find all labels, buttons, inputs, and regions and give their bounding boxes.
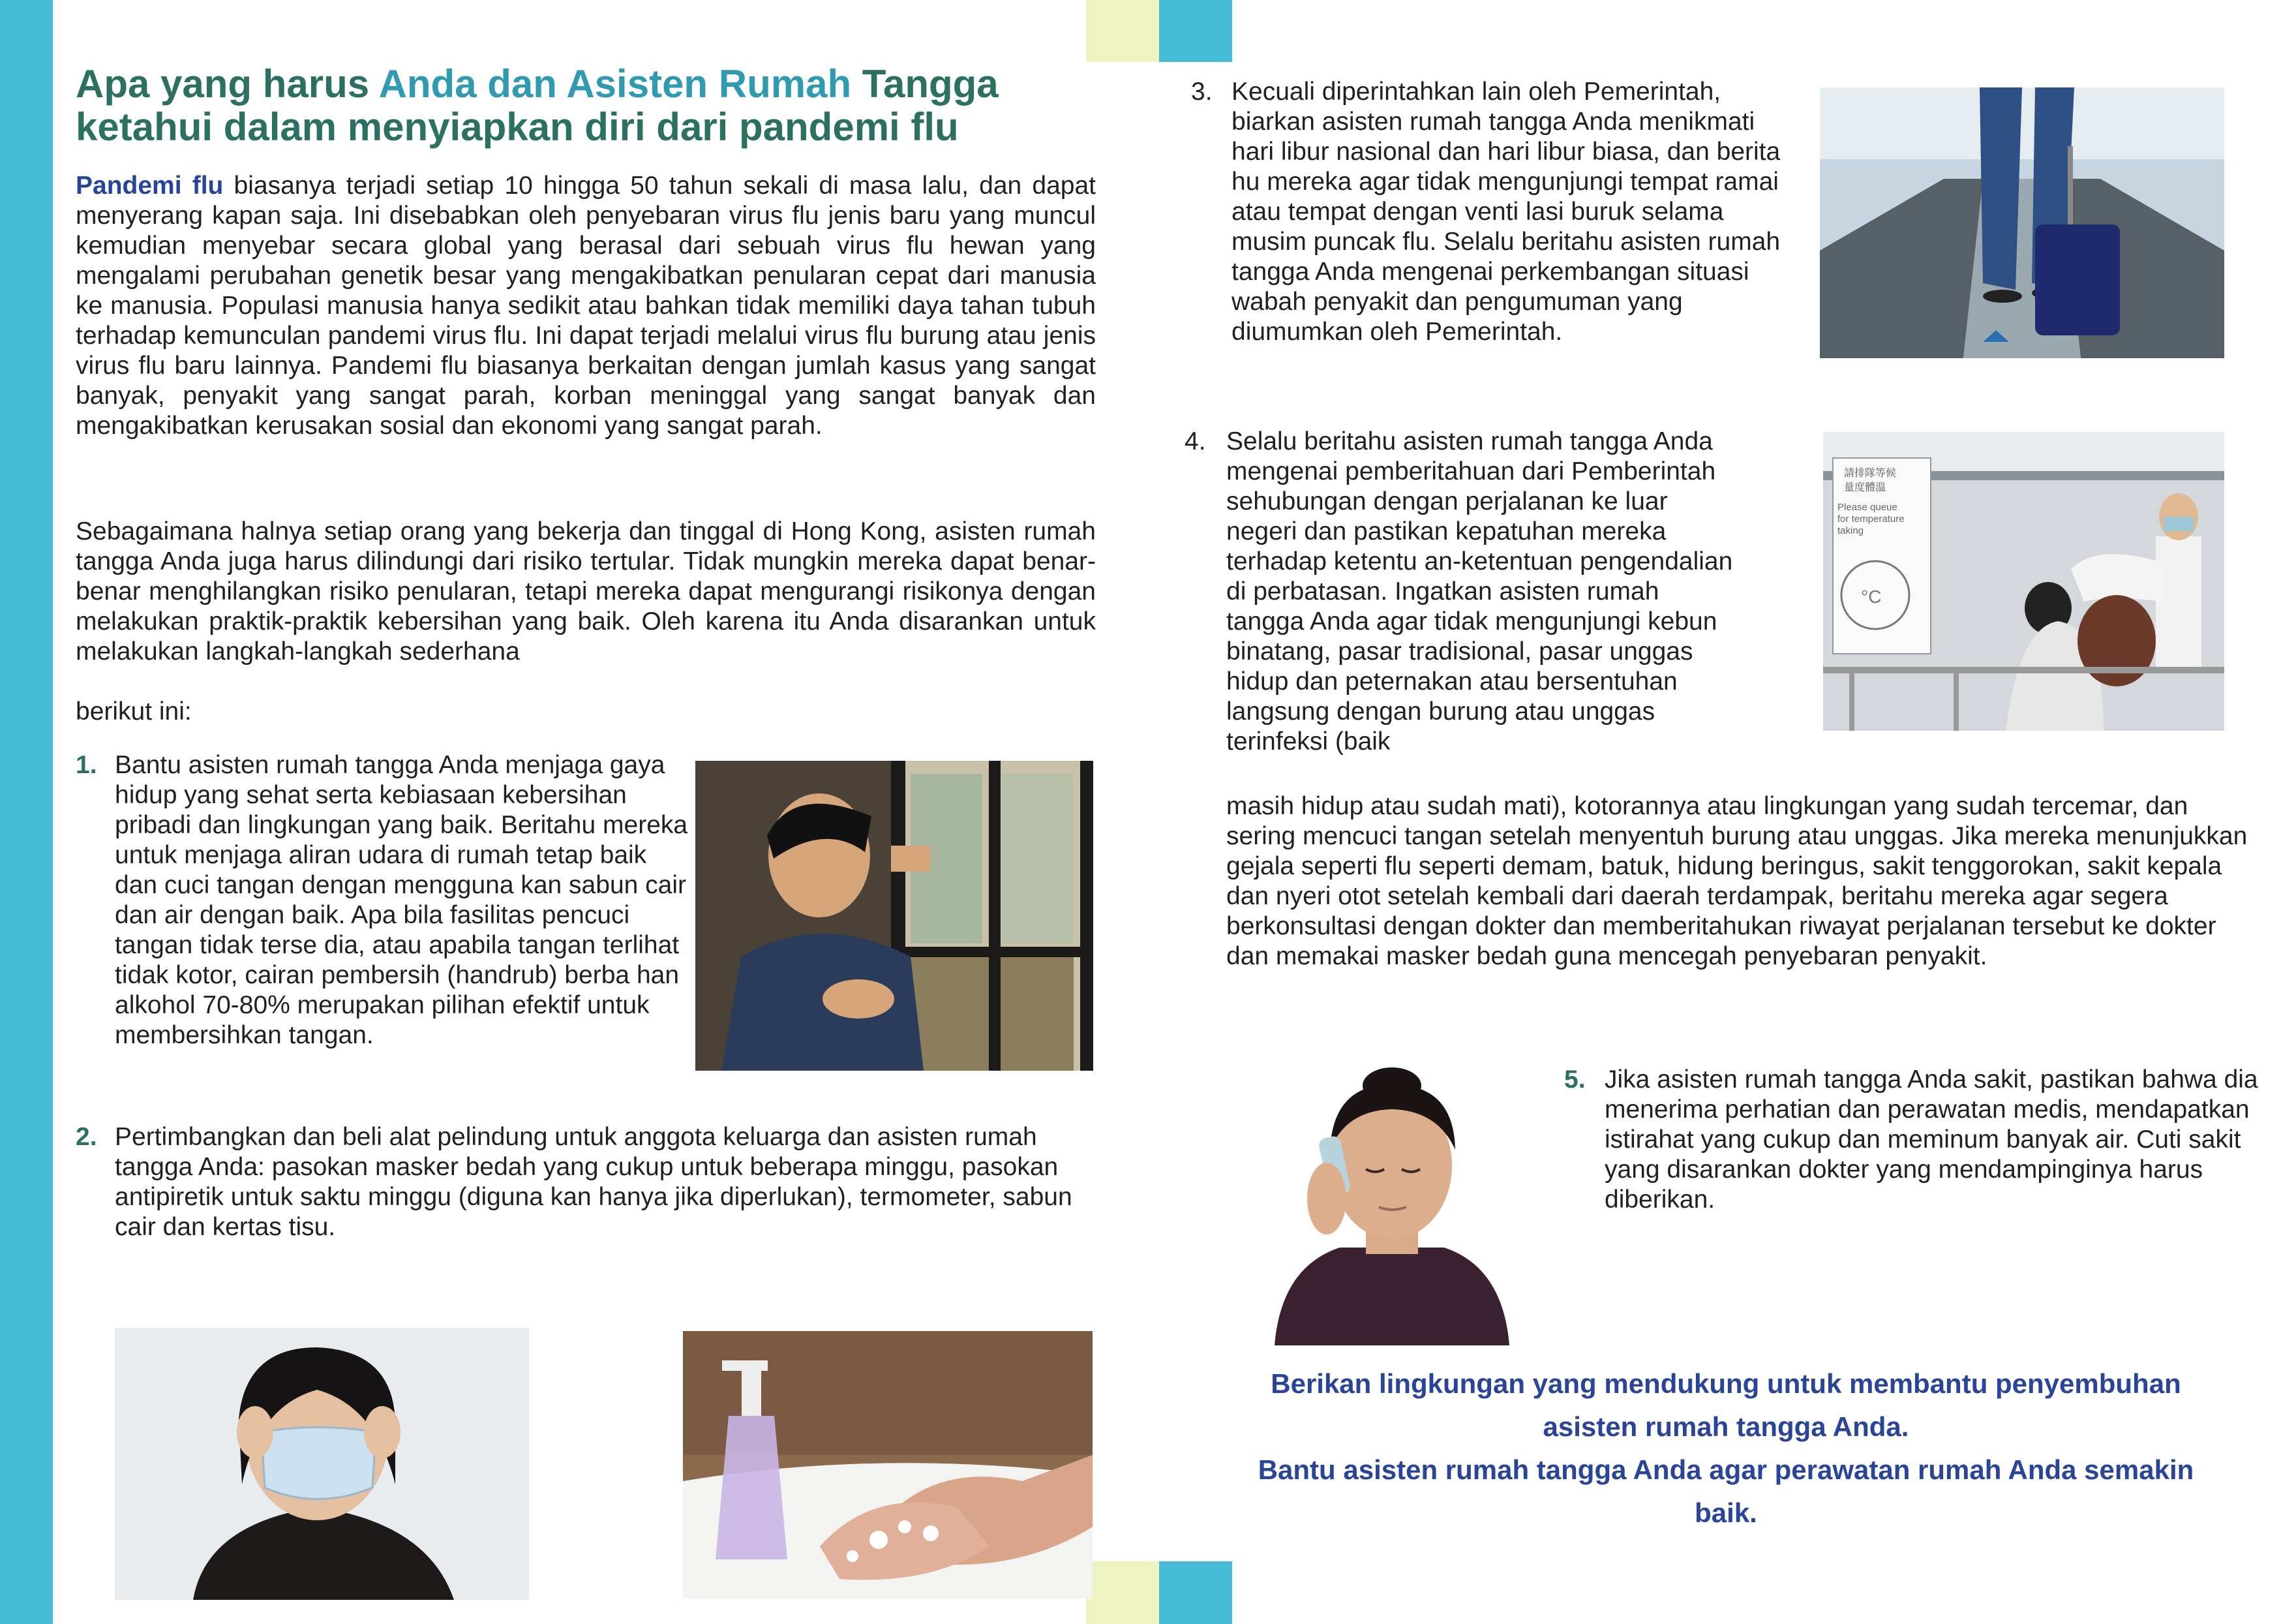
page-title bbox=[76, 63, 1093, 149]
closing-line-2: asisten rumah tangga Anda. bbox=[1543, 1411, 1909, 1442]
intro-p2-end: berikut ini: bbox=[76, 697, 192, 726]
list-item-1 bbox=[76, 750, 695, 1116]
photo-temperature-screening bbox=[1823, 432, 2224, 731]
intro-paragraph-2 bbox=[76, 517, 1096, 667]
item-text-5: Jika asisten rumah tangga Anda sakit, pastikan bahwa dia menerima perhatian dan perawatan medis, mendapatkan istirahat yang cukup dan meminum banyak air. Cuti sakit yang disarankan dokter yang mendampinginya harus diberikan. bbox=[1605, 1065, 2258, 1214]
title-part-2: Tangga bbox=[851, 62, 999, 106]
sign-english-line-1: Please queue bbox=[1837, 502, 1897, 513]
closing-line-4: baik. bbox=[1695, 1497, 1757, 1528]
bottom-cyan-block bbox=[1159, 1561, 1232, 1624]
item-number-3: 3. bbox=[1191, 78, 1213, 106]
sign-english-line-2: for temperature bbox=[1837, 513, 1905, 525]
closing-line-3: Bantu asisten rumah tangga Anda agar perawatan rumah Anda semakin bbox=[1258, 1454, 2194, 1485]
bottom-yellow-block bbox=[1086, 1561, 1159, 1624]
list-item-2 bbox=[76, 1122, 1096, 1253]
list-item-3 bbox=[1191, 77, 1798, 416]
top-yellow-block bbox=[1086, 0, 1159, 62]
sign-celsius-symbol: °C bbox=[1861, 587, 1882, 607]
photo-washing-hands bbox=[683, 1331, 1093, 1599]
closing-message bbox=[1198, 1362, 2254, 1535]
item-number-1: 1. bbox=[76, 751, 97, 779]
photo-airport-walkway bbox=[1820, 87, 2224, 358]
item-text-4-part-1: Selalu beritahu asisten rumah tangga Anda mengenai pemberitahuan dari Pemberintah sehubungan dengan perjalanan ke luar negeri dan pastikan kepatuhan mereka terhadap ketentu an-ketentuan pengendalian di perbatasan. Ingatkan asisten rumah tangga Anda agar tidak mengunjungi kebun binatang, pasar tradisional, pasar unggas hidup dan peternakan atau bersentuhan langsung dengan burung atau unggas terinfeksi (baik bbox=[1226, 427, 1733, 756]
photo-woman-on-phone bbox=[1268, 1058, 1513, 1345]
item-text-4-part-2: masih hidup atau sudah mati), kotorannya atau lingkungan yang sudah tercemar, dan sering mencuci tangan setelah menyentuh burung atau unggas. Jika mereka menunjukkan gejala seperti flu seperti demam, batuk, hidung beringus, sakit tenggorokan, sakit kepala dan nyeri otot setelah kembali dari daerah terdampak, beritahu mereka agar segera berkonsultasi dengan dokter dan memberitahukan riwayat perjalanan tersebut ke dokter dan memakai masker bedah guna mencegah penyebaran penyakit. bbox=[1226, 792, 2248, 970]
title-part-1: Apa yang harus bbox=[76, 62, 379, 106]
item-text-1: Bantu asisten rumah tangga Anda menjaga gaya hidup yang sehat serta kebiasaan kebersihan pribadi dan lingkungan yang baik. Beritahu mereka untuk menjaga aliran udara di rumah tetap baik dan cuci tangan dengan mengguna kan sabun cair dan air dengan baik. Apa bila fasilitas pencuci tangan tidak terse dia, atau apabila tangan terlihat tidak kotor, cairan pembersih (handrub) berba han alkohol 70-80% merupakan pilihan efektif untuk membersihkan tangan. bbox=[115, 751, 688, 1049]
item-text-3: Kecuali diperintahkan lain oleh Pemerintah, biarkan asisten rumah tangga Anda menikmati hari libur nasional dan hari libur biasa, dan berita hu mereka agar tidak mengunjungi tempat ramai atau tempat dengan venti lasi buruk selama musim puncak flu. Selalu beritahu asisten rumah tangga Anda mengenai perkembangan situasi wabah penyakit dan pengumuman yang diumumkan oleh Pemerintah. bbox=[1231, 78, 1781, 346]
intro-body: biasanya terjadi setiap 10 hingga 50 tahun sekali di masa lalu, dan dapat menyerang kapan saja. Ini disebabkan oleh penyebaran virus flu jenis baru yang muncul kemudian menyebar secara global yang berasal dari sebuah virus flu hewan yang mengalami perubahan genetik besar yang mengakibatkan penularan cepat dari manusia ke manusia. Populasi manusia hanya sedikit atau bahkan tidak memiliki daya tahan tubuh terhadap kemunculan pandemi virus flu. Ini dapat terjadi melalui virus flu burung atau jenis virus flu baru lainnya. Pandemi flu biasanya berkaitan dengan jumlah kasus yang sangat banyak, penyakit yang sangat parah, korban meninggal yang sangat banyak dan mengakibatkan kerusakan sosial dan ekonomi yang sangat parah. bbox=[76, 172, 1096, 440]
sign-chinese-line-2: 量度體溫 bbox=[1844, 481, 1886, 493]
item-number-5: 5. bbox=[1564, 1065, 1586, 1094]
closing-line-1: Berikan lingkungan yang mendukung untuk membantu penyembuhan bbox=[1271, 1368, 2181, 1399]
list-item-5 bbox=[1564, 1065, 2269, 1261]
top-cyan-block bbox=[1159, 0, 1232, 62]
photo-man-opening-window bbox=[695, 761, 1093, 1071]
item-number-4: 4. bbox=[1185, 427, 1206, 455]
title-highlight: Anda dan Asisten Rumah bbox=[378, 62, 852, 106]
item-number-2: 2. bbox=[76, 1123, 97, 1151]
sign-chinese-line-1: 請排隊等候 bbox=[1844, 467, 1897, 479]
intro-paragraph-1 bbox=[76, 171, 1096, 441]
title-line-2: ketahui dalam menyiapkan diri dari pandemi flu bbox=[76, 105, 959, 149]
sign-english-line-3: taking bbox=[1837, 525, 1864, 536]
intro-lead: Pandemi flu bbox=[76, 172, 224, 200]
item-text-2: Pertimbangkan dan beli alat pelindung untuk anggota keluarga dan asisten rumah tangga Anda: pasokan masker bedah yang cukup untuk beberapa minggu, pasokan antipiretik untuk saktu minggu (diguna kan hanya jika diperlukan), termometer, sabun cair dan kertas tisu. bbox=[115, 1123, 1072, 1241]
left-color-bar bbox=[0, 0, 53, 1624]
intro-p2-body: Sebagaimana halnya setiap orang yang bekerja dan tinggal di Hong Kong, asisten rumah tangga Anda juga harus dilindungi dari risiko tertular. Tidak mungkin mereka dapat benar-benar menghilangkan risiko penularan, tetapi mereka dapat mengurangi risikonya dengan melakukan praktik-praktik kebersihan yang baik. Oleh karena itu Anda disarankan untuk melakukan langkah-langkah sederhana bbox=[76, 517, 1096, 666]
photo-woman-wearing-mask bbox=[115, 1328, 529, 1600]
list-item-4 bbox=[1185, 427, 1745, 792]
